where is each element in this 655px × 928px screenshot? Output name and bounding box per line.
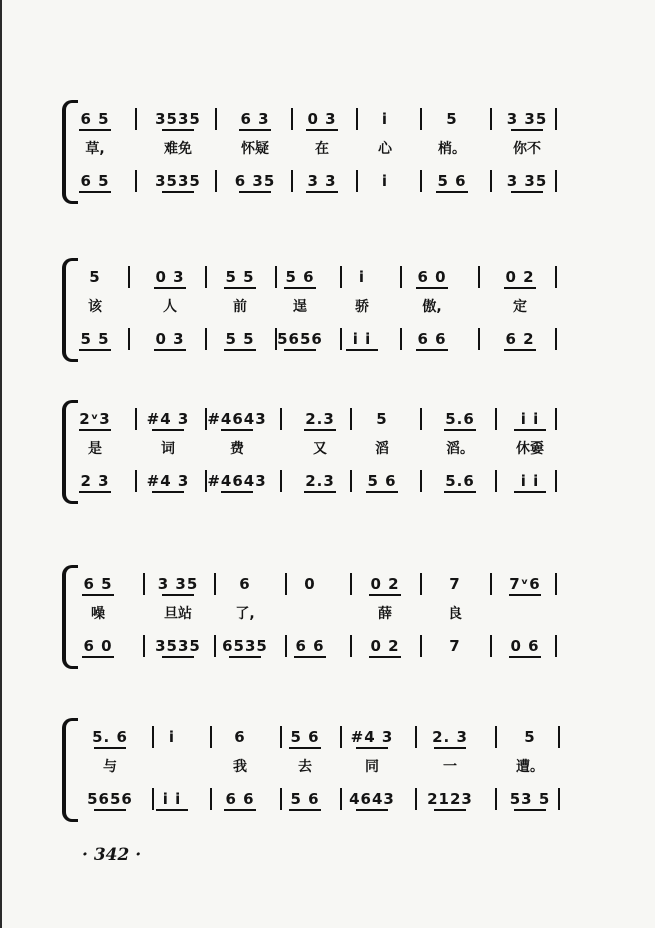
bottom-note: 2 3 [80, 472, 110, 490]
top-note: 0 3 [307, 110, 337, 128]
barline [205, 328, 207, 350]
lyric-text: 人 [163, 299, 177, 315]
barline [415, 726, 417, 748]
page-number: · 342 · [82, 845, 142, 865]
barline [135, 408, 137, 430]
bottom-note: 0 3 [155, 330, 185, 348]
barline [215, 108, 217, 130]
top-note: 3535 [155, 110, 201, 128]
barline [205, 470, 207, 492]
beam-line [306, 191, 338, 193]
top-note: 5 [376, 410, 388, 428]
barline [495, 470, 497, 492]
bottom-note: 5 6 [290, 790, 320, 808]
beam-line [239, 129, 271, 131]
lyric-text: 滔。 [446, 441, 474, 457]
system-brace [62, 565, 78, 669]
barline [205, 266, 207, 288]
lyric-text: 傲, [422, 299, 442, 315]
bottom-note: i i [352, 330, 372, 348]
beam-line [152, 429, 184, 431]
lyric-text: 噪 [91, 606, 105, 622]
top-note: 2. 3 [432, 728, 468, 746]
top-note: 5 [524, 728, 536, 746]
beam-line [306, 129, 338, 131]
top-note: 5 [446, 110, 458, 128]
beam-line [366, 491, 398, 493]
lyric-text: 梢。 [438, 141, 466, 157]
top-note: #4 3 [350, 728, 394, 746]
barline [275, 328, 277, 350]
bottom-note: 5 6 [367, 472, 397, 490]
barline [128, 328, 130, 350]
top-note: 5. 6 [92, 728, 128, 746]
beam-line [294, 656, 326, 658]
lyric-text: 遭。 [516, 759, 544, 775]
lyric-text: 怀疑 [241, 141, 269, 157]
barline [420, 470, 422, 492]
top-note: 0 2 [505, 268, 535, 286]
bottom-note: 6 35 [234, 172, 276, 190]
system-brace [62, 400, 78, 504]
bottom-note: 6 6 [417, 330, 447, 348]
top-note: i [381, 110, 389, 128]
barline [495, 788, 497, 810]
lyric-text: 前 [233, 299, 247, 315]
barline [420, 408, 422, 430]
beam-line [416, 287, 448, 289]
barline [214, 635, 216, 657]
barline [490, 635, 492, 657]
barline [135, 108, 137, 130]
barline [495, 408, 497, 430]
barline [555, 108, 557, 130]
top-note: i [358, 268, 366, 286]
beam-line [504, 287, 536, 289]
lyric-text: 骄 [355, 299, 369, 315]
bottom-note: i [381, 172, 389, 190]
top-note: 5 [89, 268, 101, 286]
top-note: i [168, 728, 176, 746]
system-brace [62, 718, 78, 822]
lyric-text: 去 [298, 759, 312, 775]
barline [350, 635, 352, 657]
barline [350, 470, 352, 492]
barline [420, 108, 422, 130]
beam-line [162, 129, 194, 131]
barline [143, 573, 145, 595]
lyric-text: 费 [230, 441, 244, 457]
top-note: 3 35 [506, 110, 548, 128]
beam-line [511, 129, 543, 131]
top-note: 5 5 [225, 268, 255, 286]
beam-line [444, 429, 476, 431]
barline [210, 788, 212, 810]
beam-line [79, 491, 111, 493]
top-note: 6 [239, 575, 251, 593]
lyric-text: 在 [315, 141, 329, 157]
bottom-note: 3 3 [307, 172, 337, 190]
barline [210, 726, 212, 748]
barline [340, 328, 342, 350]
bottom-note: 6 2 [505, 330, 535, 348]
system-brace [62, 258, 78, 362]
barline [478, 266, 480, 288]
top-note: 0 2 [370, 575, 400, 593]
bottom-note: i i [520, 472, 540, 490]
beam-line [94, 809, 126, 811]
beam-line [224, 349, 256, 351]
barline [555, 170, 557, 192]
beam-line [514, 491, 546, 493]
top-note: 7ᵛ6 [509, 575, 541, 593]
barline [291, 108, 293, 130]
top-note: i i [520, 410, 540, 428]
beam-line [156, 809, 188, 811]
beam-line [284, 287, 316, 289]
lyric-text: 逞 [293, 299, 307, 315]
bottom-note: 5 6 [437, 172, 467, 190]
barline [215, 170, 217, 192]
lyric-text: 滔 [375, 441, 389, 457]
beam-line [94, 747, 126, 749]
lyric-text: 薛 [378, 606, 392, 622]
lyric-text: 词 [161, 441, 175, 457]
barline [340, 726, 342, 748]
bottom-note: i i [162, 790, 182, 808]
beam-line [221, 429, 253, 431]
barline [285, 635, 287, 657]
barline [490, 108, 492, 130]
page-edge [0, 0, 2, 928]
beam-line [79, 349, 111, 351]
lyric-text: 我 [233, 759, 247, 775]
barline [420, 573, 422, 595]
beam-line [79, 429, 111, 431]
beam-line [221, 491, 253, 493]
barline [478, 328, 480, 350]
lyric-text: 难免 [164, 141, 192, 157]
lyric-text: 该 [88, 299, 102, 315]
beam-line [434, 747, 466, 749]
bottom-note: 6 6 [225, 790, 255, 808]
beam-line [82, 594, 114, 596]
bottom-note: 0 6 [510, 637, 540, 655]
beam-line [436, 191, 468, 193]
beam-line [511, 191, 543, 193]
beam-line [509, 594, 541, 596]
bottom-note: 3535 [155, 172, 201, 190]
lyric-text: 休嫑 [516, 441, 544, 457]
barline [152, 726, 154, 748]
barline [555, 328, 557, 350]
lyric-text: 草, [85, 141, 105, 157]
beam-line [289, 809, 321, 811]
barline [558, 788, 560, 810]
bottom-note: 3535 [155, 637, 201, 655]
top-note: 2.3 [305, 410, 335, 428]
barline [275, 266, 277, 288]
beam-line [154, 349, 186, 351]
barline [152, 788, 154, 810]
barline [280, 726, 282, 748]
bottom-note: 2123 [427, 790, 473, 808]
lyric-text: 良 [448, 606, 462, 622]
bottom-note: 5 5 [80, 330, 110, 348]
beam-line [304, 491, 336, 493]
top-note: 6 0 [417, 268, 447, 286]
barline [280, 408, 282, 430]
lyric-text: 了, [235, 606, 255, 622]
beam-line [229, 656, 261, 658]
barline [555, 408, 557, 430]
bottom-note: 5656 [87, 790, 133, 808]
lyric-text: 定 [513, 299, 527, 315]
beam-line [504, 349, 536, 351]
beam-line [356, 747, 388, 749]
top-note: 6 5 [80, 110, 110, 128]
beam-line [514, 809, 546, 811]
beam-line [162, 656, 194, 658]
beam-line [444, 491, 476, 493]
lyric-text: 是 [88, 441, 102, 457]
lyric-text: 心 [378, 141, 392, 157]
barline [135, 470, 137, 492]
top-note: #4643 [207, 410, 267, 428]
top-note: 5 6 [290, 728, 320, 746]
barline [205, 408, 207, 430]
barline [285, 573, 287, 595]
beam-line [82, 656, 114, 658]
lyric-text: 旦站 [164, 606, 192, 622]
top-note: 3 35 [157, 575, 199, 593]
bottom-note: 6535 [222, 637, 268, 655]
beam-line [79, 129, 111, 131]
bottom-note: 2.3 [305, 472, 335, 490]
beam-line [356, 809, 388, 811]
barline [356, 108, 358, 130]
barline [495, 726, 497, 748]
barline [291, 170, 293, 192]
barline [400, 328, 402, 350]
bottom-note: 5 5 [225, 330, 255, 348]
barline [490, 170, 492, 192]
bottom-note: 5.6 [445, 472, 475, 490]
beam-line [369, 594, 401, 596]
beam-line [434, 809, 466, 811]
bottom-note: 6 0 [83, 637, 113, 655]
beam-line [154, 287, 186, 289]
barline [558, 726, 560, 748]
bottom-note: 4643 [349, 790, 395, 808]
bottom-note: 6 6 [295, 637, 325, 655]
beam-line [289, 747, 321, 749]
barline [340, 266, 342, 288]
top-note: 2ᵛ3 [79, 410, 111, 428]
barline [555, 266, 557, 288]
barline [340, 788, 342, 810]
barline [490, 573, 492, 595]
barline [135, 170, 137, 192]
barline [415, 788, 417, 810]
bottom-note: 6 5 [80, 172, 110, 190]
barline [400, 266, 402, 288]
bottom-note: 3 35 [506, 172, 548, 190]
beam-line [416, 349, 448, 351]
barline [420, 635, 422, 657]
barline [555, 573, 557, 595]
top-note: 0 [304, 575, 316, 593]
beam-line [304, 429, 336, 431]
barline [128, 266, 130, 288]
top-note: 5.6 [445, 410, 475, 428]
beam-line [162, 191, 194, 193]
top-note: 6 [234, 728, 246, 746]
beam-line [346, 349, 378, 351]
bottom-note: 0 2 [370, 637, 400, 655]
bottom-note: 5656 [277, 330, 323, 348]
barline [143, 635, 145, 657]
lyric-text: 同 [365, 759, 379, 775]
beam-line [79, 191, 111, 193]
beam-line [162, 594, 194, 596]
barline [280, 788, 282, 810]
bottom-note: #4643 [207, 472, 267, 490]
bottom-note: #4 3 [146, 472, 190, 490]
barline [356, 170, 358, 192]
barline [280, 470, 282, 492]
barline [214, 573, 216, 595]
lyric-text: 与 [103, 759, 117, 775]
lyric-text: 你不 [513, 141, 541, 157]
bottom-note: 53 5 [509, 790, 551, 808]
beam-line [224, 287, 256, 289]
beam-line [514, 429, 546, 431]
beam-line [239, 191, 271, 193]
beam-line [369, 656, 401, 658]
top-note: 0 3 [155, 268, 185, 286]
barline [350, 408, 352, 430]
top-note: #4 3 [146, 410, 190, 428]
beam-line [152, 491, 184, 493]
top-note: 7 [449, 575, 461, 593]
barline [555, 470, 557, 492]
system-brace [62, 100, 78, 204]
lyric-text: 一 [443, 759, 457, 775]
top-note: 6 3 [240, 110, 270, 128]
top-note: 5 6 [285, 268, 315, 286]
bottom-note: 7 [449, 637, 461, 655]
lyric-text: 又 [313, 441, 327, 457]
barline [420, 170, 422, 192]
top-note: 6 5 [83, 575, 113, 593]
beam-line [224, 809, 256, 811]
beam-line [509, 656, 541, 658]
barline [555, 635, 557, 657]
beam-line [284, 349, 316, 351]
barline [350, 573, 352, 595]
